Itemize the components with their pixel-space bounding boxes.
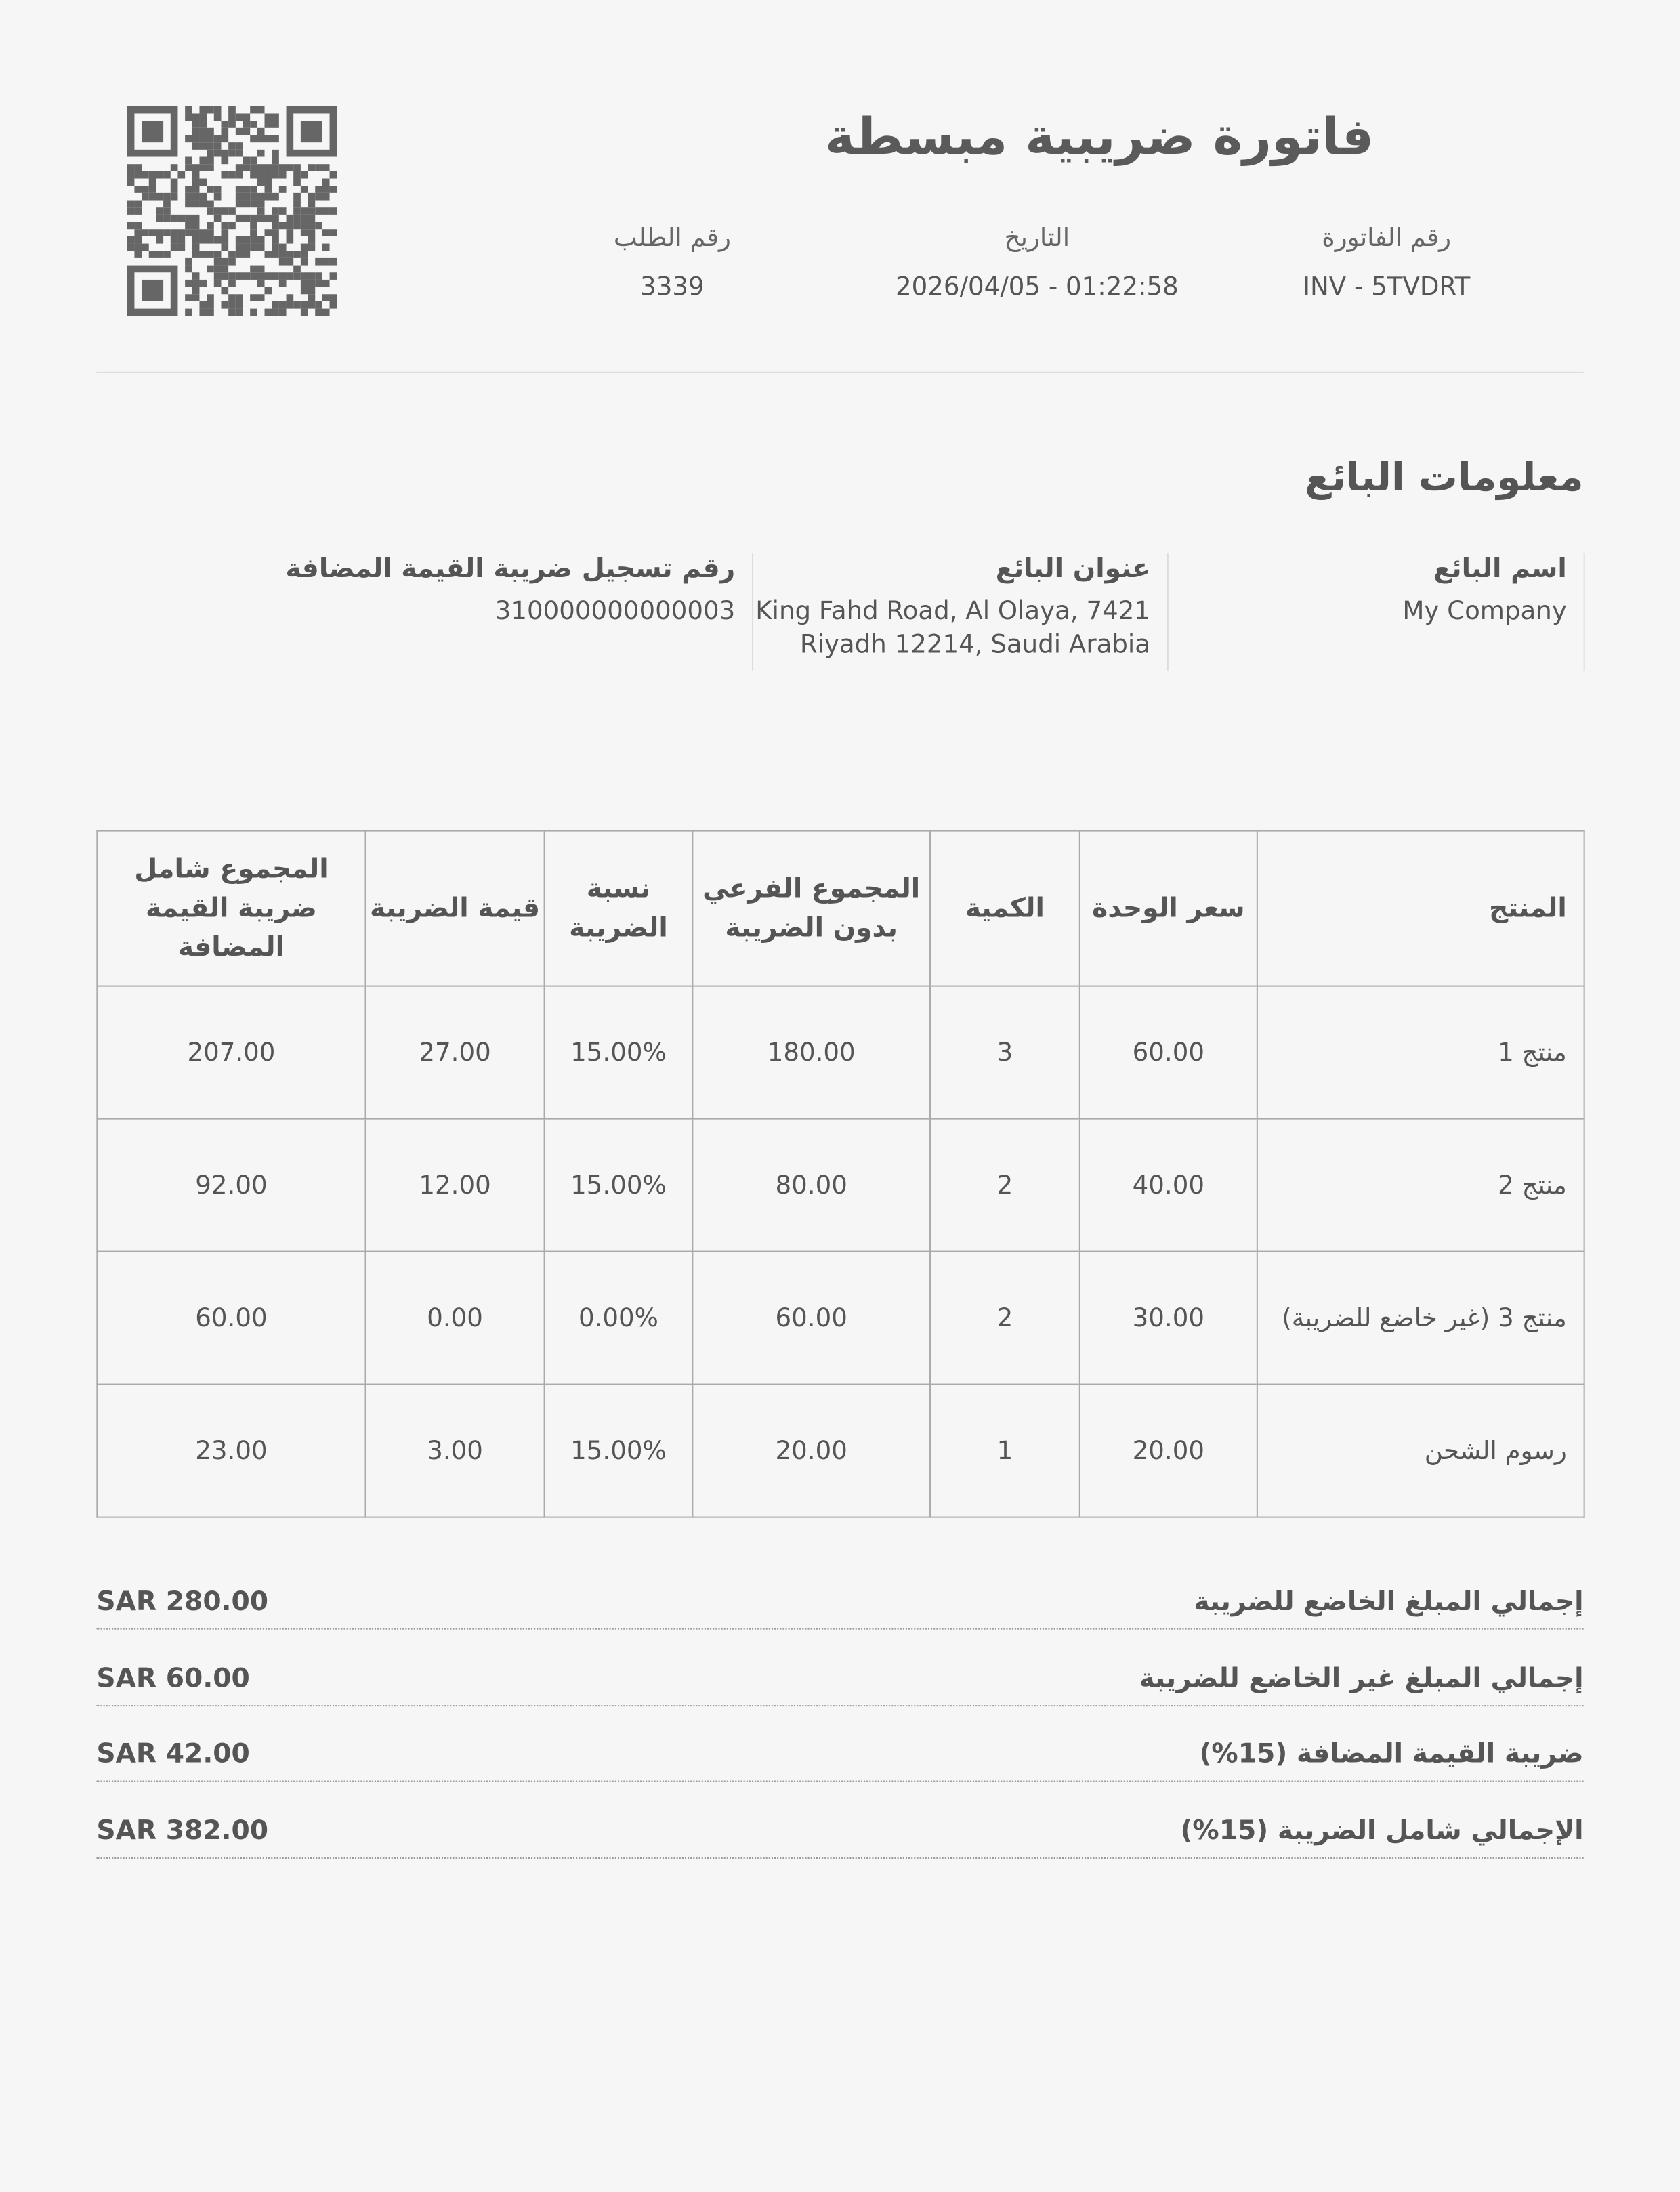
column-header: سعر الوحدة [1080, 831, 1257, 986]
total-label: الإجمالي شامل الضريبة (15%) [1180, 1815, 1584, 1847]
table-row [97, 1119, 1584, 1252]
table-cell: منتج 2 [1257, 1119, 1584, 1252]
table-cell: 180.00 [692, 986, 930, 1119]
table-row [97, 1385, 1584, 1517]
table-cell: 15.00% [545, 986, 693, 1119]
total-row [96, 1663, 1583, 1706]
order-number-value: 3339 [640, 272, 705, 302]
order-number [518, 224, 826, 302]
table-header-row [97, 831, 1584, 986]
seller-vat-value: 310000000000003 [495, 596, 736, 627]
column-header: المجموع الفرعي بدون الضريبة [692, 831, 930, 986]
table-cell: 60.00 [1080, 986, 1257, 1119]
invoice-number [1233, 224, 1540, 302]
table-cell: 60.00 [97, 1252, 365, 1385]
seller-section-title: معلومات البائع [1304, 454, 1584, 501]
seller-vat-label: رقم تسجيل ضريبة القيمة المضافة [285, 553, 736, 585]
table-cell: 80.00 [692, 1119, 930, 1252]
total-row [96, 1586, 1583, 1630]
total-row [96, 1739, 1583, 1782]
address-line-2: Riyadh 12214, Saudi Arabia [799, 630, 1151, 660]
total-label: إجمالي المبلغ الخاضع للضريبة [1194, 1586, 1584, 1618]
seller-name [1167, 553, 1585, 671]
invoice-number-label: رقم الفاتورة [1322, 224, 1452, 253]
order-number-label: رقم الطلب [613, 224, 731, 253]
total-value: SAR 382.00 [96, 1815, 269, 1847]
total-value: SAR 280.00 [96, 1586, 269, 1618]
table-cell: 207.00 [97, 986, 365, 1119]
total-row [96, 1815, 1583, 1859]
total-label: ضريبة القيمة المضافة (15%) [1199, 1739, 1584, 1770]
table-cell: منتج 1 [1257, 986, 1584, 1119]
table-cell: 2 [930, 1119, 1080, 1252]
table-cell: 30.00 [1080, 1252, 1257, 1385]
table-row [97, 1252, 1584, 1385]
table-cell: 27.00 [366, 986, 545, 1119]
column-header: قيمة الضريبة [366, 831, 545, 986]
table-cell: 0.00 [366, 1252, 545, 1385]
qr-code [127, 106, 337, 316]
invoice-date [883, 224, 1191, 302]
table-cell: 2 [930, 1252, 1080, 1385]
seller-name-value: My Company [1402, 596, 1567, 627]
table-cell: 12.00 [366, 1119, 545, 1252]
seller-vat [96, 553, 753, 671]
column-header: الكمية [930, 831, 1080, 986]
table-cell: 92.00 [97, 1119, 365, 1252]
table-cell: 20.00 [1080, 1385, 1257, 1517]
table-cell: 20.00 [692, 1385, 930, 1517]
column-header: نسبة الضريبة [545, 831, 693, 986]
table-cell: 40.00 [1080, 1119, 1257, 1252]
table-cell: رسوم الشحن [1257, 1385, 1584, 1517]
invoice-title: فاتورة ضريبية مبسطة [824, 108, 1374, 167]
seller-name-label: اسم البائع [1433, 553, 1567, 585]
table-cell: 3.00 [366, 1385, 545, 1517]
total-value: SAR 60.00 [96, 1662, 250, 1693]
divider [96, 372, 1583, 373]
invoice-number-value: INV - 5TVDRT [1303, 272, 1471, 302]
table-cell: 3 [930, 986, 1080, 1119]
seller-address-label: عنوان البائع [995, 553, 1151, 585]
address-line-1: King Fahd Road, Al Olaya, 7421 [755, 596, 1151, 627]
total-value: SAR 42.00 [96, 1739, 250, 1770]
table-cell: 15.00% [545, 1385, 693, 1517]
table-cell: 23.00 [97, 1385, 365, 1517]
invoice-date-value: 2026/04/05 - 01:22:58 [895, 272, 1179, 302]
table-cell: 1 [930, 1385, 1080, 1517]
table-cell: 15.00% [545, 1119, 693, 1252]
invoice-date-label: التاريخ [1004, 224, 1070, 253]
column-header: المجموع شامل ضريبة القيمة المضافة [97, 831, 365, 986]
table-cell: 0.00% [545, 1252, 693, 1385]
total-label: إجمالي المبلغ غير الخاضع للضريبة [1139, 1662, 1584, 1693]
items-table [96, 830, 1584, 1518]
column-header: المنتج [1257, 831, 1584, 986]
table-cell: 60.00 [692, 1252, 930, 1385]
seller-address [752, 553, 1169, 671]
table-cell: منتج 3 (غير خاضع للضريبة) [1257, 1252, 1584, 1385]
table-row [97, 986, 1584, 1119]
